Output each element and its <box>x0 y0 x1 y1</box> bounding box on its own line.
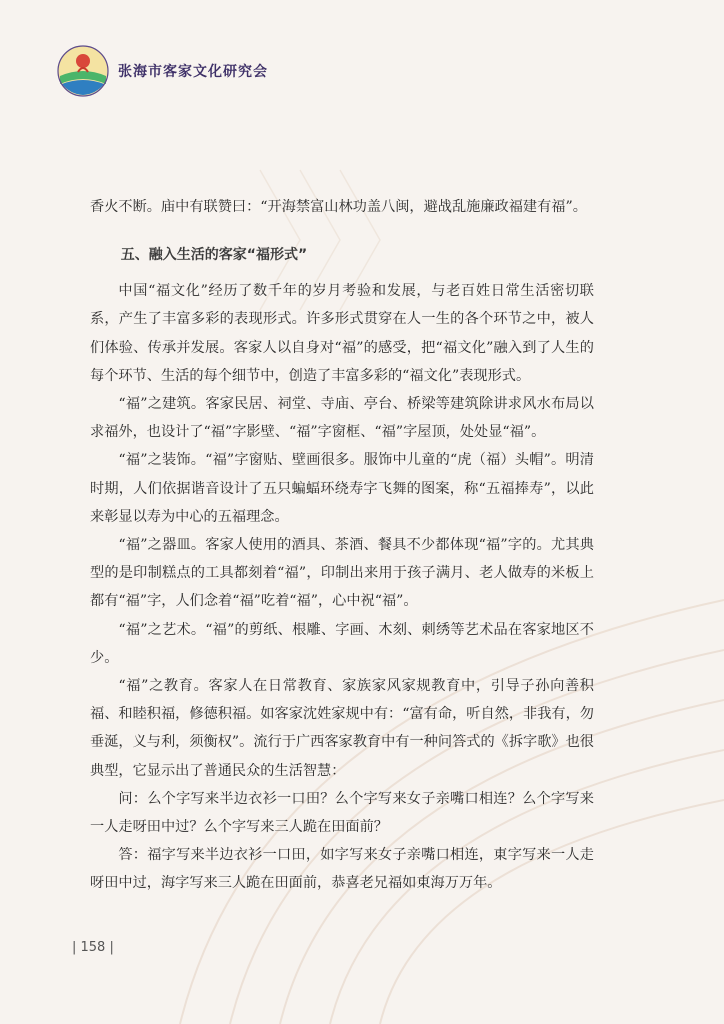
paragraph-riddle-question: 问：么个字写来半边衣衫一口田？么个字写来女子亲嘴口相连？么个字写来一人走呀田中过？么个字写来三人跪在田面前？ <box>90 790 594 836</box>
paragraph-fu-art: “福”之艺术。“福”的剪纸、根雕、字画、木刻、刺绣等艺术品在客家地区不少。 <box>90 621 594 666</box>
paragraph-fu-vessels: “福”之器皿。客家人使用的酒具、茶酒、餐具不少都体现“福”字的。尤其典型的是印制糕点的工具都刻着“福”，印制出来用于孩子满月、老人做寿的米板上都有“福”字，人们念着“福”吃着“福”，心中祝“福”。 <box>90 537 594 610</box>
page-number: | 158 | <box>72 940 114 955</box>
society-logo-icon <box>56 44 110 98</box>
section-title: 五、融入生活的客家“福形式” <box>120 247 308 264</box>
article-body <box>90 193 594 898</box>
paragraph-intro-fu-culture: 中国“福文化”经历了数千年的岁月考验和发展，与老百姓日常生活密切联系，产生了丰富多彩的表现形式。许多形式贯穿在人一生的各个环节之中，被人们体验、传承并发展。客家人以自身对“福”的感受，把“福文化”融入到了人生的每个环节、生活的每个细节中，创造了丰富多彩的“福文化”表现形式。 <box>90 283 594 384</box>
organization-name: 张海市客家文化研究会 <box>118 64 268 80</box>
paragraph-fu-architecture: “福”之建筑。客家民居、祠堂、寺庙、亭台、桥梁等建筑除讲求风水布局以求福外，也设计了“福”字影壁、“福”字窗框、“福”字屋顶，处处显“福”。 <box>90 396 594 441</box>
paragraph-fu-decoration: “福”之装饰。“福”字窗贴、壁画很多。服饰中儿童的“虎（福）头帽”。明清时期，人们依据谐音设计了五只蝙蝠环绕寿字飞舞的图案，称“五福捧寿”，以此来彰显以寿为中心的五福理念。 <box>90 452 594 525</box>
header <box>56 44 268 98</box>
intro-paragraph: 香火不断。庙中有联赞曰：“开海禁富山林功盖八闽，避战乱施廉政福建有福”。 <box>90 199 587 215</box>
paragraph-riddle-answer: 答：福字写来半边衣衫一口田，如字写来女子亲嘴口相连，東字写来一人走呀田中过，海字写来三人跪在田面前，恭喜老兄福如東海万万年。 <box>90 847 594 892</box>
paragraph-fu-education: “福”之教育。客家人在日常教育、家族家风家规教育中，引导子孙向善积福、和睦积福，修德积福。如客家沈姓家规中有：“富有命，听自然，非我有，勿垂涎，义与利，须衡权”。流行于广西客家教育中有一种问答式的《拆字歌》也很典型，它显示出了普通民众的生活智慧： <box>90 678 594 779</box>
